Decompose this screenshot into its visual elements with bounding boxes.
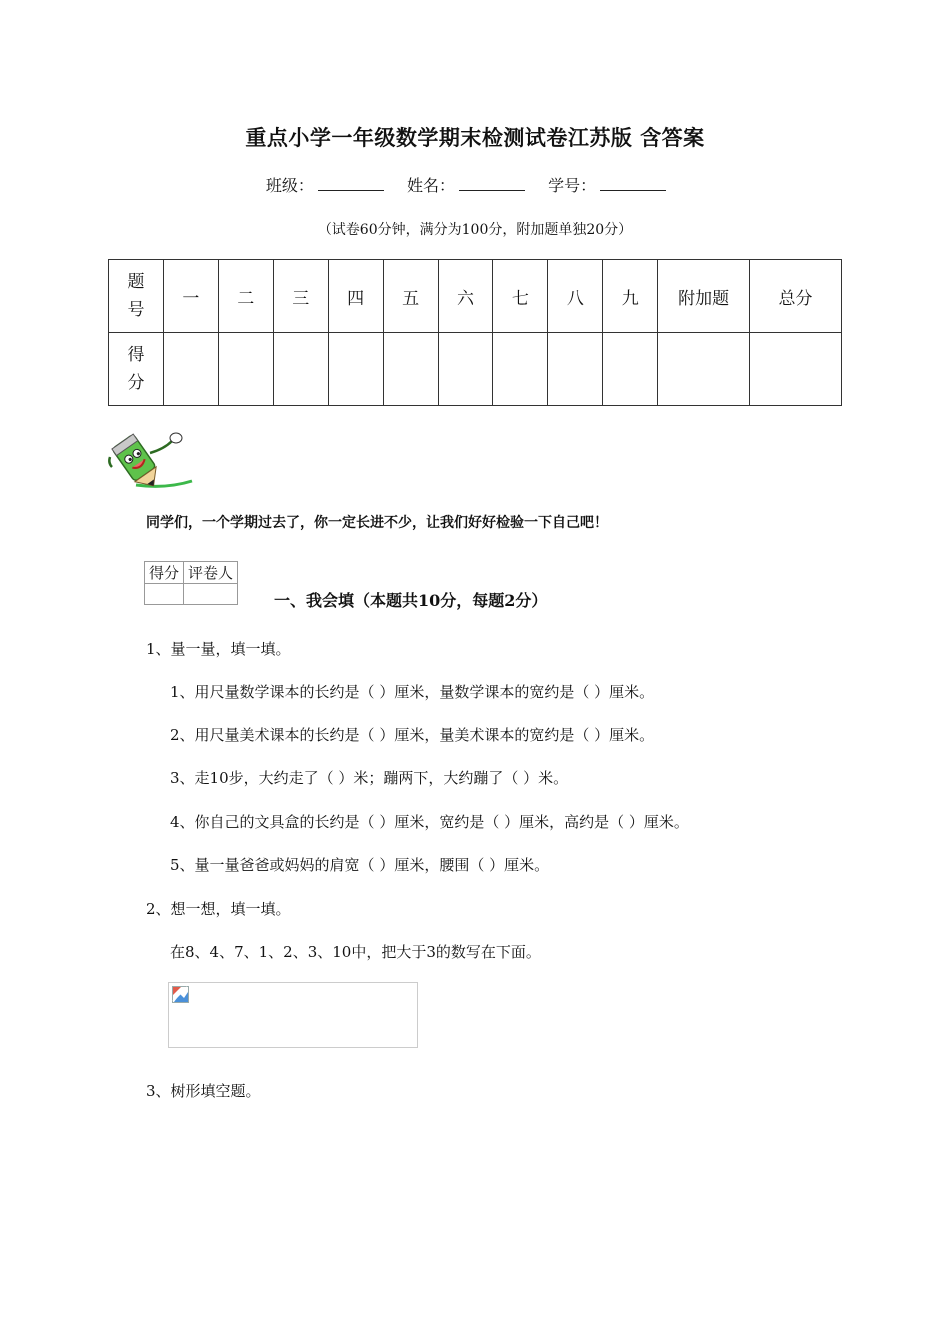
question-3: 3、树形填空题。 (146, 1082, 261, 1100)
score-cell[interactable] (658, 333, 750, 406)
name-blank[interactable] (459, 176, 525, 191)
exam-note: （试卷60分钟，满分为100分，附加题单独20分） (317, 222, 633, 238)
score-table (108, 259, 842, 406)
question-2-detail: 在8、4、7、1、2、3、10中，把大于3的数写在下面。 (170, 943, 541, 961)
grader-name-label: 评卷人 (184, 562, 238, 584)
id-label: 学号： (548, 176, 597, 195)
column-header: 附加题 (658, 260, 750, 333)
question-1: 1、量一量，填一填。 (146, 640, 291, 658)
column-header: 九 (603, 260, 658, 333)
score-table-header-row (109, 260, 842, 333)
section-title: 一、我会填（本题共10分，每题2分） (274, 591, 548, 610)
score-cell[interactable] (438, 333, 493, 406)
header-cell-score: 得 分 (109, 333, 164, 406)
grader-score-cell[interactable] (145, 584, 184, 605)
score-cell[interactable] (218, 333, 273, 406)
question-1-item: 4、你自己的文具盒的长约是（ ）厘米，宽约是（ ）厘米，高约是（ ）厘米。 (170, 813, 689, 831)
student-info-line (0, 173, 950, 196)
column-header: 总分 (750, 260, 842, 333)
question-1-item: 1、用尺量数学课本的长约是（ ）厘米，量数学课本的宽约是（ ）厘米。 (170, 683, 655, 701)
column-header: 八 (548, 260, 603, 333)
column-header: 六 (438, 260, 493, 333)
grader-table (144, 561, 238, 605)
score-cell[interactable] (383, 333, 438, 406)
column-header: 五 (383, 260, 438, 333)
grader-name-cell[interactable] (184, 584, 238, 605)
pencil-mascot-icon (106, 423, 196, 493)
score-cell[interactable] (750, 333, 842, 406)
column-header: 二 (218, 260, 273, 333)
header-cell-question-number: 题 号 (109, 260, 164, 333)
question-1-item: 3、走10步，大约走了（ ）米；蹦两下，大约蹦了（ ）米。 (170, 769, 569, 787)
page-title: 重点小学一年级数学期末检测试卷江苏版 含答案 (245, 125, 705, 150)
column-header: 四 (328, 260, 383, 333)
question-1-item: 2、用尺量美术课本的长约是（ ）厘米，量美术课本的宽约是（ ）厘米。 (170, 726, 655, 744)
score-cell[interactable] (163, 333, 218, 406)
score-table-score-row (109, 333, 842, 406)
column-header: 三 (273, 260, 328, 333)
broken-image-icon (172, 986, 189, 1003)
intro-text: 同学们，一个学期过去了，你一定长进不少，让我们好好检验一下自己吧！ (146, 515, 608, 531)
name-label: 姓名： (406, 176, 455, 195)
score-cell[interactable] (548, 333, 603, 406)
score-cell[interactable] (328, 333, 383, 406)
score-cell[interactable] (273, 333, 328, 406)
answer-image-box (168, 982, 418, 1048)
column-header: 七 (493, 260, 548, 333)
question-2: 2、想一想，填一填。 (146, 900, 291, 918)
class-blank[interactable] (318, 176, 384, 191)
class-label: 班级： (265, 176, 314, 195)
id-blank[interactable] (600, 176, 666, 191)
grader-score-label: 得分 (145, 562, 184, 584)
column-header: 一 (163, 260, 218, 333)
question-1-item: 5、量一量爸爸或妈妈的肩宽（ ）厘米，腰围（ ）厘米。 (170, 856, 550, 874)
score-cell[interactable] (493, 333, 548, 406)
score-cell[interactable] (603, 333, 658, 406)
